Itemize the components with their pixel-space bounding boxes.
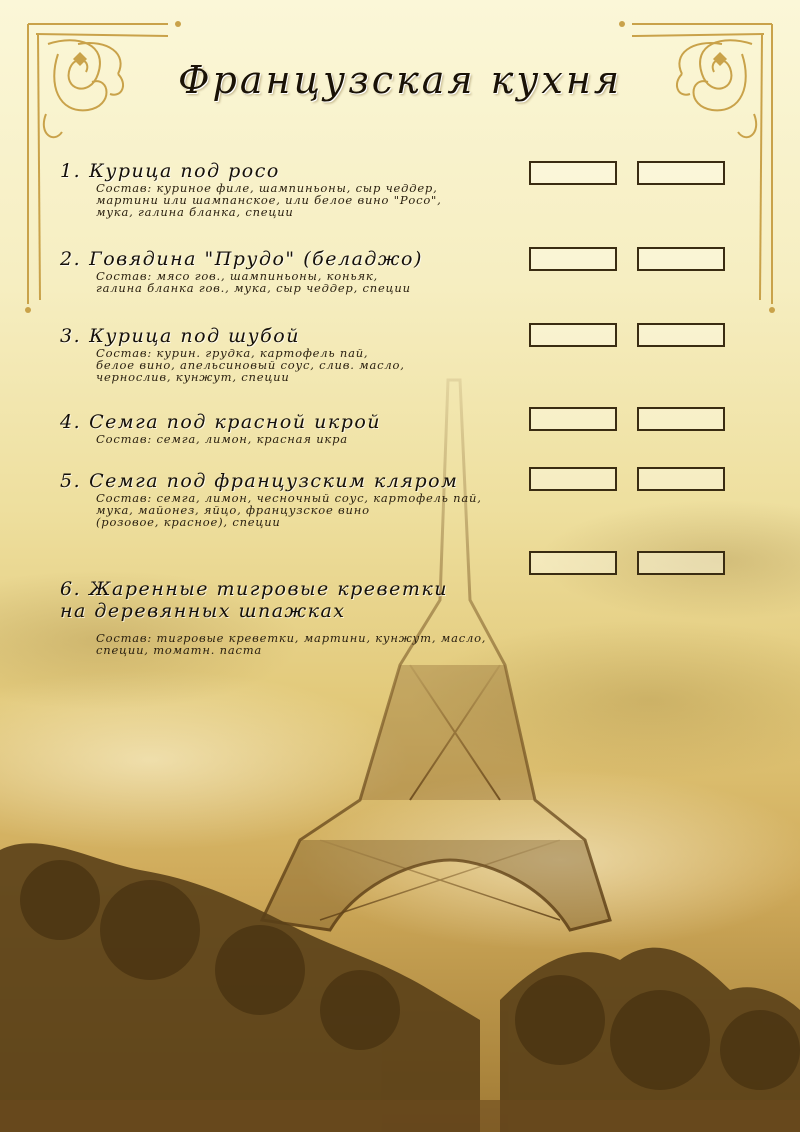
price-box[interactable] — [529, 161, 617, 185]
dish-name: 5. Семга под французским кляром — [60, 470, 459, 492]
dish-composition: Состав: куриное филе, шампиньоны, сыр чеддер, мартини или шампанское, или белое вино "Росо", мука, галина бланка, специи — [96, 181, 442, 219]
quantity-box[interactable] — [637, 323, 725, 347]
menu-item — [60, 470, 520, 528]
dish-composition: Состав: тигровые креветки, мартини, кунжут, масло, специи, томатн. паста — [96, 631, 487, 657]
page-title: Французская кухня — [177, 58, 623, 102]
dish-composition: Состав: семга, лимон, чесночный соус, картофель пай, мука, майонез, яйцо, французское вино (розовое, красное), специи — [96, 491, 482, 529]
dish-composition: Состав: семга, лимон, красная икра — [96, 432, 348, 446]
dish-name: 1. Курица под росо — [60, 160, 280, 182]
price-box[interactable] — [529, 247, 617, 271]
dish-name: 6. Жаренные тигровые креветки на деревянных шпажках — [60, 578, 448, 622]
dish-name: 4. Семга под красной икрой — [60, 411, 382, 433]
quantity-box[interactable] — [637, 551, 725, 575]
quantity-box[interactable] — [637, 161, 725, 185]
menu-item — [60, 325, 520, 383]
price-box[interactable] — [529, 323, 617, 347]
dish-composition: Состав: курин. грудка, картофель пай, белое вино, апельсиновый соус, слив. масло, чернослив, кунжут, специи — [96, 346, 405, 384]
dish-name: 3. Курица под шубой — [60, 325, 300, 347]
quantity-box[interactable] — [637, 467, 725, 491]
quantity-box[interactable] — [637, 247, 725, 271]
price-box[interactable] — [529, 407, 617, 431]
dish-number: 5. — [60, 470, 82, 492]
dish-number: 1. — [60, 160, 82, 182]
menu-item — [60, 160, 520, 218]
dish-number: 3. — [60, 325, 82, 347]
menu-item — [60, 556, 520, 656]
price-box[interactable] — [529, 551, 617, 575]
dish-name: 2. Говядина "Прудо" (беладжо) — [60, 248, 423, 270]
dish-number: 2. — [60, 248, 82, 270]
quantity-box[interactable] — [637, 407, 725, 431]
dish-number: 4. — [60, 411, 82, 433]
menu-item — [60, 411, 520, 445]
dish-number: 6. — [60, 578, 82, 600]
dish-composition: Состав: мясо гов., шампиньоны, коньяк, галина бланка гов., мука, сыр чеддер, специи — [96, 269, 411, 295]
price-box[interactable] — [529, 467, 617, 491]
menu-item — [60, 248, 520, 294]
